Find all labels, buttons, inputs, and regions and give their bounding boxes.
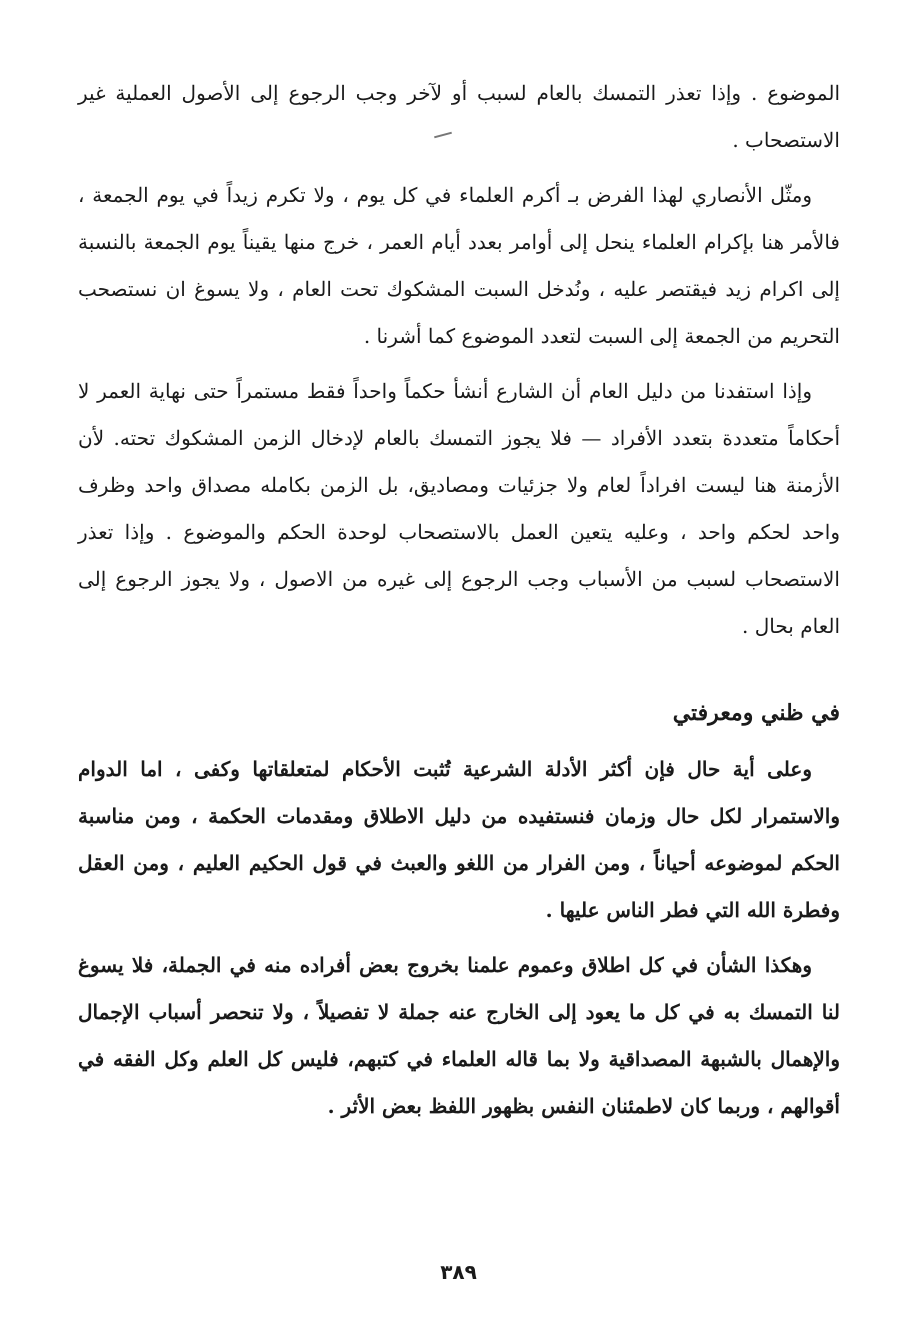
paragraph-section-second: وهكذا الشأن في كل اطلاق وعموم علمنا بخروج بعض أفراده منه في الجملة، فلا يسوغ لنا التمسك به في كل ما يعود إلى الخارج عنه جملة لا تفصيلاً ، ولا تنحصر أسباب الإجمال والإهمال بالشبهة المصداقية ولا بما قاله العلماء في كتبهم، فليس كل العلم وكل الفقه في أقوالهم ، وربما كان لاطمئنان النفس بظهور اللفظ بعض الأثر .: [78, 953, 840, 1118]
paragraph-continuation: الموضوع . وإذا تعذر التمسك بالعام لسبب أو لآخر وجب الرجوع إلى الأصول العملية غير الاستصحاب .: [78, 81, 840, 152]
paragraph-ansari-example: ومثّل الأنصاري لهذا الفرض بـ أكرم العلماء في كل يوم ، ولا تكرم زيداً في يوم الجمعة ، فالأمر هنا بإكرام العلماء ينحل إلى أوامر بعدد أيام العمر ، خرج منها يقيناً يوم الجمعة بالنسبة إلى اكرام زيد فيقتصر عليه ، ونُدخل السبت المشكوك تحت العام ، ولا يسوغ ان نستصحب التحريم من الجمعة إلى السبت لتعدد الموضوع كما أشرنا .: [78, 183, 840, 348]
page-number: ٣٨٩: [440, 1260, 477, 1284]
paragraph-single-ruling: وإذا استفدنا من دليل العام أن الشارع أنشأ حكماً واحداً فقط مستمراً حتى نهاية العمر لا أحكاماً متعددة بتعدد الأفراد — فلا يجوز التمسك بالعام لإدخال الزمن المشكوك تحته. لأن الأزمنة هنا ليست افراداً لعام ولا جزئيات ومصاديق، بل الزمن بكامله مصداق واحد وظرف واحد لحكم واحد ، وعليه يتعين العمل بالاستصحاب لوحدة الحكم والموضوع . وإذا تعذر الاستصحاب لسبب من الأسباب وجب الرجوع إلى غيره من الاصول ، ولا يجوز الرجوع إلى العام بحال .: [78, 379, 840, 638]
section-heading: في ظني ومعرفتي: [672, 700, 840, 726]
paragraph-section-first: وعلى أية حال فإن أكثر الأدلة الشرعية تُثبت الأحكام لمتعلقاتها وكفى ، اما الدوام والاستمرار لكل حال وزمان فنستفيده من دليل الاطلاق ومقدمات الحكمة ، ومن مناسبة الحكم لموضوعه أحياناً ، ومن الفرار من اللغو والعبث في قول الحكيم العليم ، ومن العقل وفطرة الله التي فطر الناس عليها .: [78, 757, 840, 922]
book-page: [78, 70, 840, 1300]
